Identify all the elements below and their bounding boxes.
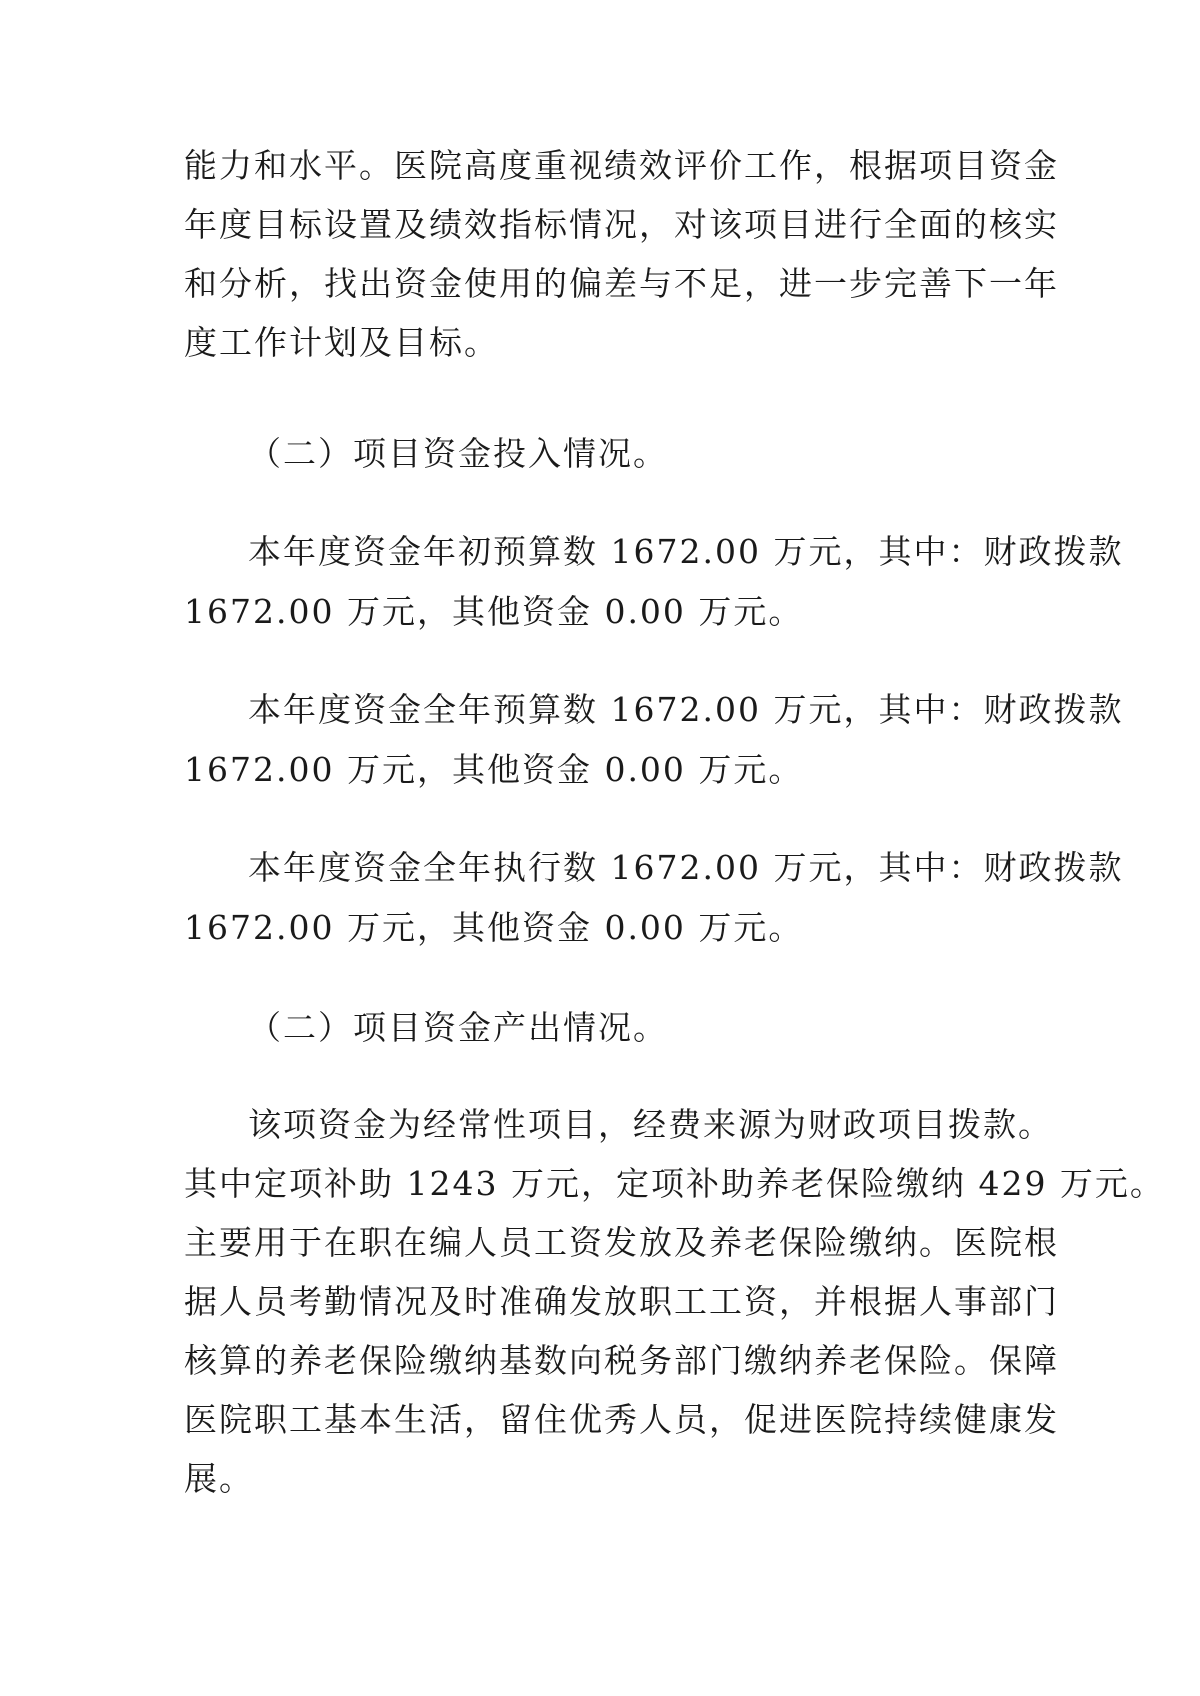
text-line: 其中定项补助 1243 万元，定项补助养老保险缴纳 429 万元。	[184, 1164, 1165, 1203]
text-line: 该项资金为经常性项目，经费来源为财政项目拨款。	[248, 1105, 1053, 1144]
text-line: 据人员考勤情况及时准确发放职工工资，并根据人事部门	[184, 1282, 1059, 1321]
text-line: 和分析，找出资金使用的偏差与不足，进一步完善下一年	[184, 264, 1059, 303]
text-line: 1672.00 万元，其他资金 0.00 万元。	[184, 908, 804, 947]
text-line: 年度目标设置及绩效指标情况，对该项目进行全面的核实	[184, 205, 1059, 244]
text-line: 核算的养老保险缴纳基数向税务部门缴纳养老保险。保障	[184, 1341, 1059, 1380]
text-line: 能力和水平。医院高度重视绩效评价工作，根据项目资金	[184, 146, 1059, 185]
text-line: 本年度资金全年预算数 1672.00 万元，其中：财政拨款	[248, 690, 1124, 729]
text-line: 医院职工基本生活，留住优秀人员，促进医院持续健康发	[184, 1400, 1059, 1439]
text-line: 1672.00 万元，其他资金 0.00 万元。	[184, 750, 804, 789]
text-line: 度工作计划及目标。	[184, 323, 499, 362]
text-line: 展。	[184, 1459, 254, 1498]
text-line: 本年度资金年初预算数 1672.00 万元，其中：财政拨款	[248, 532, 1124, 571]
text-line: 1672.00 万元，其他资金 0.00 万元。	[184, 592, 804, 631]
text-line: 主要用于在职在编人员工资发放及养老保险缴纳。医院根	[184, 1223, 1059, 1262]
text-line: 本年度资金全年执行数 1672.00 万元，其中：财政拨款	[248, 848, 1124, 887]
section-heading-funding-output: （二）项目资金产出情况。	[248, 1008, 668, 1047]
section-heading-funding-input: （二）项目资金投入情况。	[248, 434, 668, 473]
